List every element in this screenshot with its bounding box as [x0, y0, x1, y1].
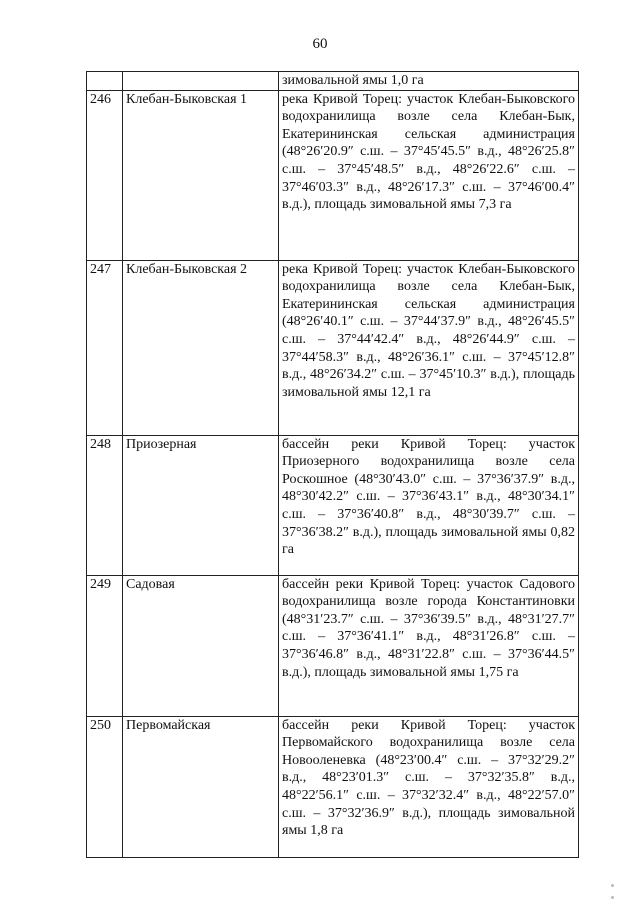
continuation-row	[87, 72, 579, 91]
site-name: Садовая	[123, 575, 279, 716]
scan-speck	[611, 896, 614, 899]
site-description: бассейн реки Кривой Торец: участок Садового водохранилища возле города Константиновки (48°31′23.7″ с.ш. – 37°36′39.5″ в.д., 48°31′27.7″ с.ш. – 37°36′41.1″ в.д., 48°31′26.8″ с.ш. – 37°36′46.8″ в.д., 48°31′22.8″ с.ш. – 37°36′44.5″ в.д.), площадь зимовальной ямы 1,75 га	[279, 575, 579, 716]
scan-speck	[611, 884, 614, 887]
table-row	[87, 90, 579, 260]
site-name: Клебан-Быковская 2	[123, 260, 279, 435]
row-number: 248	[87, 435, 123, 575]
site-description: река Кривой Торец: участок Клебан-Быковского водохранилища возле села Клебан-Бык, Екатерининская сельская администрация (48°26′40.1″ с.ш. – 37°44′37.9″ в.д., 48°26′45.5″ с.ш. – 37°44′42.4″ в.д., 48°26′44.9″ с.ш. – 37°44′58.3″ в.д., 48°26′36.1″ с.ш. – 37°45′12.8″ в.д., 48°26′34.2″ с.ш. – 37°45′10.3″ в.д.), площадь зимовальной ямы 12,1 га	[279, 260, 579, 435]
site-description: бассейн реки Кривой Торец: участок Приозерного водохранилища возле села Роскошное (48°30′43.0″ с.ш. – 37°36′37.9″ в.д., 48°30′42.2″ с.ш. – 37°36′43.1″ в.д., 48°30′34.1″ с.ш. – 37°36′40.8″ в.д., 48°30′39.7″ с.ш. – 37°36′38.2″ в.д.), площадь зимовальной ямы 0,82 га	[279, 435, 579, 575]
table-row	[87, 716, 579, 857]
table-row	[87, 575, 579, 716]
table-row	[87, 435, 579, 575]
wintering-pits-table	[86, 71, 579, 858]
site-name: Приозерная	[123, 435, 279, 575]
row-number	[87, 72, 123, 91]
site-name	[123, 72, 279, 91]
page-number: 60	[312, 36, 328, 52]
site-description: бассейн реки Кривой Торец: участок Первомайского водохранилища возле села Новооленевка (48°23′00.4″ с.ш. – 37°32′29.2″ в.д., 48°23′01.3″ с.ш. – 37°32′35.8″ в.д., 48°22′56.1″ с.ш. – 37°32′32.4″ в.д., 48°22′57.0″ с.ш. – 37°32′36.9″ в.д.), площадь зимовальной ямы 1,8 га	[279, 716, 579, 857]
site-description: зимовальной ямы 1,0 га	[279, 72, 579, 91]
site-name: Первомайская	[123, 716, 279, 857]
row-number: 250	[87, 716, 123, 857]
row-number: 247	[87, 260, 123, 435]
site-name: Клебан-Быковская 1	[123, 90, 279, 260]
row-number: 246	[87, 90, 123, 260]
site-description: река Кривой Торец: участок Клебан-Быковского водохранилища возле села Клебан-Бык, Екатерининская сельская администрация (48°26′20.9″ с.ш. – 37°45′45.5″ в.д., 48°26′25.8″ с.ш. – 37°45′48.5″ в.д., 48°26′22.6″ с.ш. – 37°46′03.3″ в.д., 48°26′17.3″ с.ш. – 37°46′00.4″ в.д.), площадь зимовальной ямы 7,3 га	[279, 90, 579, 260]
row-number: 249	[87, 575, 123, 716]
table-row	[87, 260, 579, 435]
